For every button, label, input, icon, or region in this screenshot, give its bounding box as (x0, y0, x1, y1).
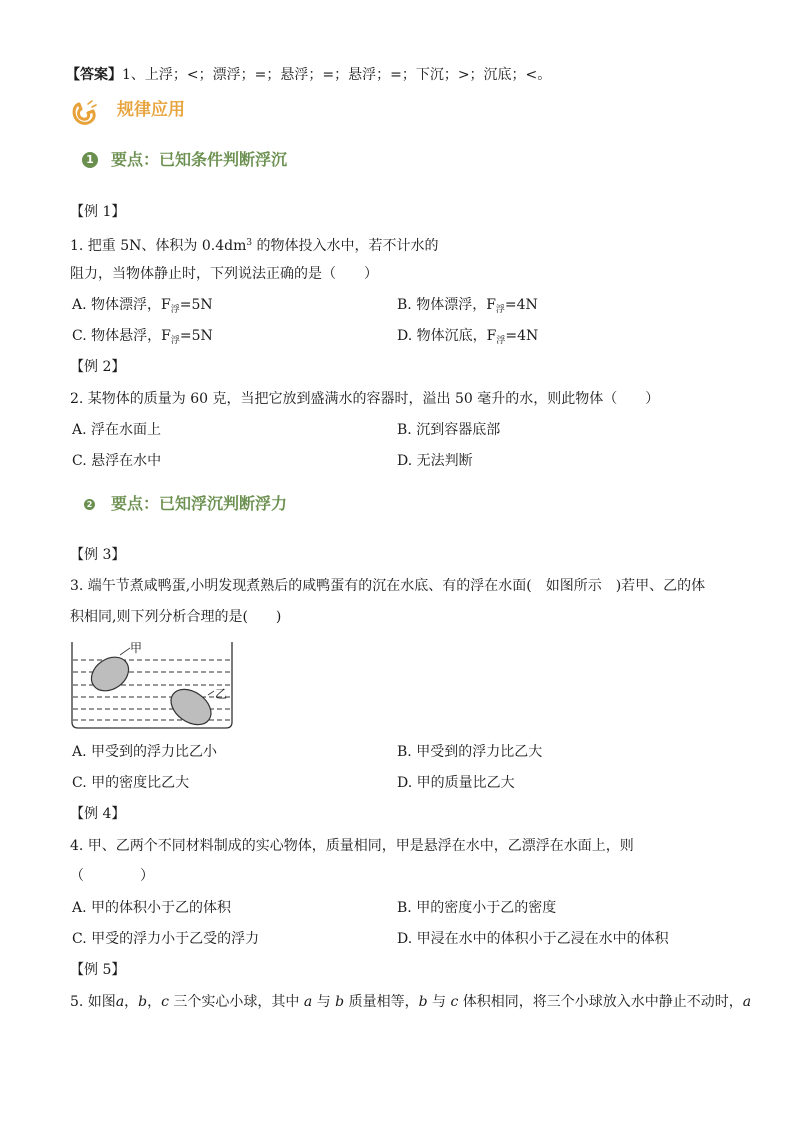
example-1-option-c: C. 物体悬浮，$F_浮=5N$ (72, 328, 213, 346)
example-1-option-b: B. 物体漂浮，$F_浮=4N$ (397, 297, 538, 315)
example-4-option-c: C. 甲受的浮力小于乙受的浮力 (72, 931, 260, 947)
section-title: 规律应用 (117, 100, 185, 120)
example-4-question-line-1: 4. 甲、乙两个不同材料制成的实心物体，质量相同，甲是悬浮在水中，乙漂浮在水面上，则 (70, 838, 634, 854)
answer-text: 1、上浮；<；漂浮；=；悬浮；=；悬浮；=；下沉；>；沉底；<。 (122, 67, 552, 83)
example-3-option-c: C. 甲的密度比乙大 (72, 775, 190, 791)
keypoint-title-1: 要点：已知条件判断浮沉 (111, 150, 288, 169)
keypoint-bullet-2: 2 (84, 499, 95, 510)
egg-yi (164, 682, 217, 732)
example-5-question-line-1: 5. 如图a，b，c 三个实心小球，其中 a 与 b 质量相等，b 与 c 体积相同，将三个小球放入水中静止不动时，a (70, 994, 752, 1010)
keypoint-bullet-1: 1 (82, 152, 98, 168)
example-label-4: 【例 4】 (70, 806, 126, 822)
example-2-option-b: B. 沉到容器底部 (397, 422, 501, 438)
example-2-option-c: C. 悬浮在水中 (72, 453, 162, 469)
example-3-option-a: A. 甲受到的浮力比乙小 (72, 744, 218, 760)
example-3-option-d: D. 甲的质量比乙大 (397, 775, 515, 791)
example-4-question-line-2: （ ） (70, 868, 154, 884)
egg-jia (85, 650, 135, 698)
keypoint-title-2: 要点：已知浮沉判断浮力 (111, 494, 288, 513)
example-2-option-a: A. 浮在水面上 (72, 422, 162, 438)
example-label-5: 【例 5】 (70, 962, 126, 978)
magnet-icon (70, 98, 100, 128)
example-4-option-a: A. 甲的体积小于乙的体积 (72, 900, 232, 916)
example-3-option-b: B. 甲受到的浮力比乙大 (397, 744, 543, 760)
figure-label-yi: 乙 (215, 687, 228, 701)
example-1-question-line-2: 阻力，当物体静止时，下列说法正确的是（ ） (70, 266, 378, 282)
example-label-3: 【例 3】 (70, 547, 126, 563)
example-4-option-b: B. 甲的密度小于乙的密度 (397, 900, 557, 916)
example-1-option-d: D. 物体沉底，$F_浮=4N$ (397, 328, 539, 346)
example-3-question-line-2: 积相同,则下列分析合理的是( ) (70, 609, 282, 625)
figure-label-jia: 甲 (130, 641, 143, 655)
example-1-question-line-1: 1. 把重 5N、体积为 $0.4dm^3$ 的物体投入水中，若不计水的 (70, 238, 439, 254)
answer-line (66, 65, 551, 85)
example-2-option-d: D. 无法判断 (397, 453, 473, 469)
example-3-question-line-1: 3. 端午节煮咸鸭蛋,小明发现煮熟后的咸鸭蛋有的沉在水底、有的浮在水面( 如图所示 )若甲、乙的体 (70, 578, 706, 594)
answer-label: 【答案】 (66, 67, 122, 83)
example-2-question-line-1: 2. 某物体的质量为 60 克，当把它放到盛满水的容器时，溢出 50 毫升的水，则此物体（ ） (70, 391, 660, 407)
example-label-1: 【例 1】 (70, 204, 126, 220)
example-1-option-a: A. 物体漂浮，$F_浮=5N$ (72, 297, 213, 315)
example-label-2: 【例 2】 (70, 359, 126, 375)
example-4-option-d: D. 甲浸在水中的体积小于乙浸在水中的体积 (397, 931, 669, 947)
